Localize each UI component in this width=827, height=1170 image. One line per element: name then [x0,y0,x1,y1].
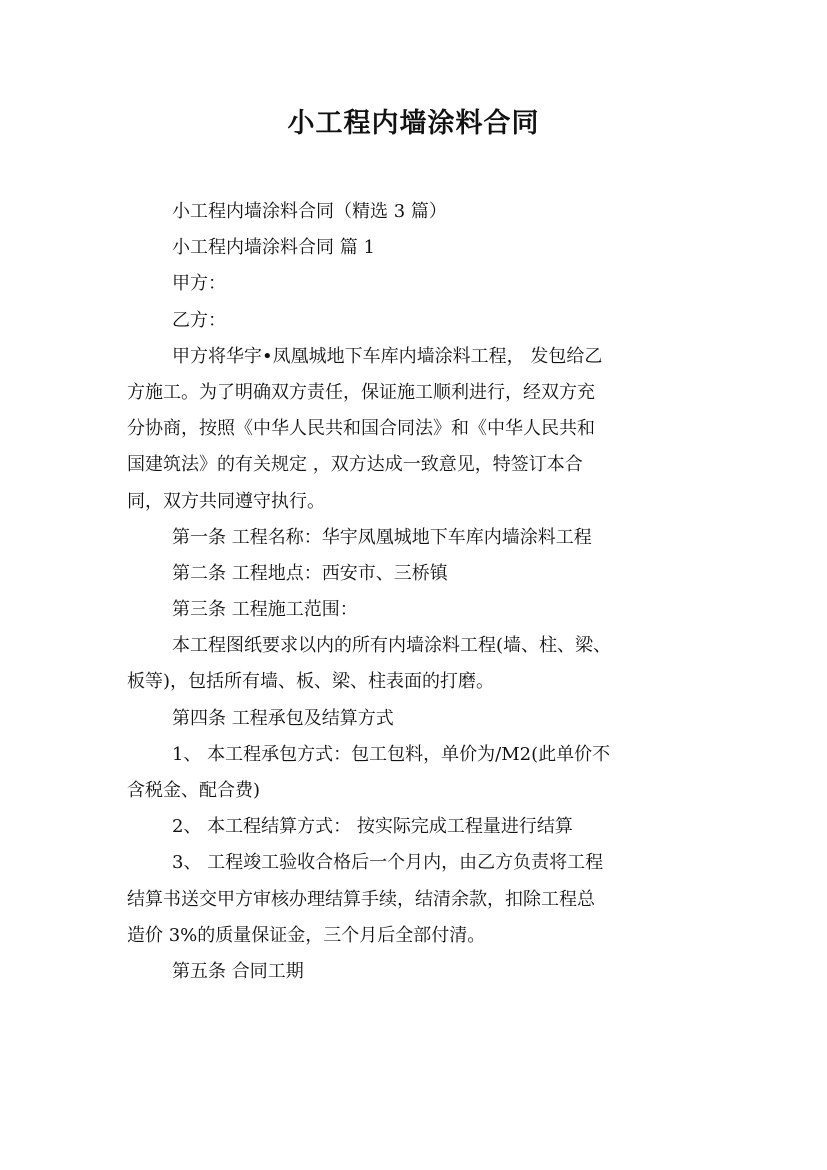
document-title: 小工程内墙涂料合同 [287,108,540,139]
paragraph-article-2 [127,556,717,592]
text-line: 小工程内墙涂料合同 篇 1 [172,237,375,259]
paragraph-article-5 [127,954,717,990]
paragraph-clause-1 [127,737,717,809]
text-line: 造价 3%的质量保证金，三个月后全部付清。 [127,924,486,946]
text-line: 结算书送交甲方审核办理结算手续，结清余款，扣除工程总 [127,888,595,910]
paragraph-article-3 [127,592,717,628]
text-line: 分协商，按照《中华人民共和国合同法》和《中华人民共和 [127,418,595,440]
paragraph-article-4 [127,701,717,737]
text-line: 2、 本工程结算方式： 按实际完成工程量进行结算 [172,816,573,838]
text-line: 方施工。为了明确双方责任，保证施工顺利进行，经双方充 [127,381,595,403]
text-line: 第五条 合同工期 [172,960,304,982]
text-line: 同，双方共同遵守执行。 [127,490,325,512]
text-line: 甲方： [172,273,226,295]
paragraph-clause-3 [127,845,717,954]
text-line: 本工程图纸要求以内的所有内墙涂料工程(墙、柱、梁、 [172,635,612,657]
text-line: 1、 本工程承包方式：包工包料，单价为/M2(此单价不 [172,743,611,765]
text-line: 小工程内墙涂料合同（精选 3 篇） [172,201,447,222]
paragraph-clause-2 [127,809,717,845]
paragraph-article-1 [127,520,717,556]
text-line: 板等)，包括所有墙、板、梁、柱表面的打磨。 [127,671,495,693]
paragraph-party-a [127,266,717,302]
paragraph-subtitle [127,194,717,230]
document-body [127,194,717,990]
paragraph-scope [127,628,717,700]
text-line: 含税金、配合费) [127,780,261,801]
text-line: 3、 工程竣工验收合格后一个月内，由乙方负责将工程 [172,852,604,874]
text-line: 第一条 工程名称：华宇凤凰城地下车库内墙涂料工程 [172,526,592,548]
paragraph-section-heading [127,230,717,266]
paragraph-party-b [127,303,717,339]
text-line: 国建筑法》的有关规定 ，双方达成一致意见，特签订本合 [127,454,583,476]
text-line: 第三条 工程施工范围： [172,599,358,621]
paragraph-preamble [127,339,717,520]
text-line: 乙方： [172,309,226,331]
text-line: 第二条 工程地点：西安市、三桥镇 [172,562,448,584]
text-line: 第四条 工程承包及结算方式 [172,707,394,729]
text-line: 甲方将华宇•凤凰城地下车库内墙涂料工程， 发包给乙 [172,345,603,367]
